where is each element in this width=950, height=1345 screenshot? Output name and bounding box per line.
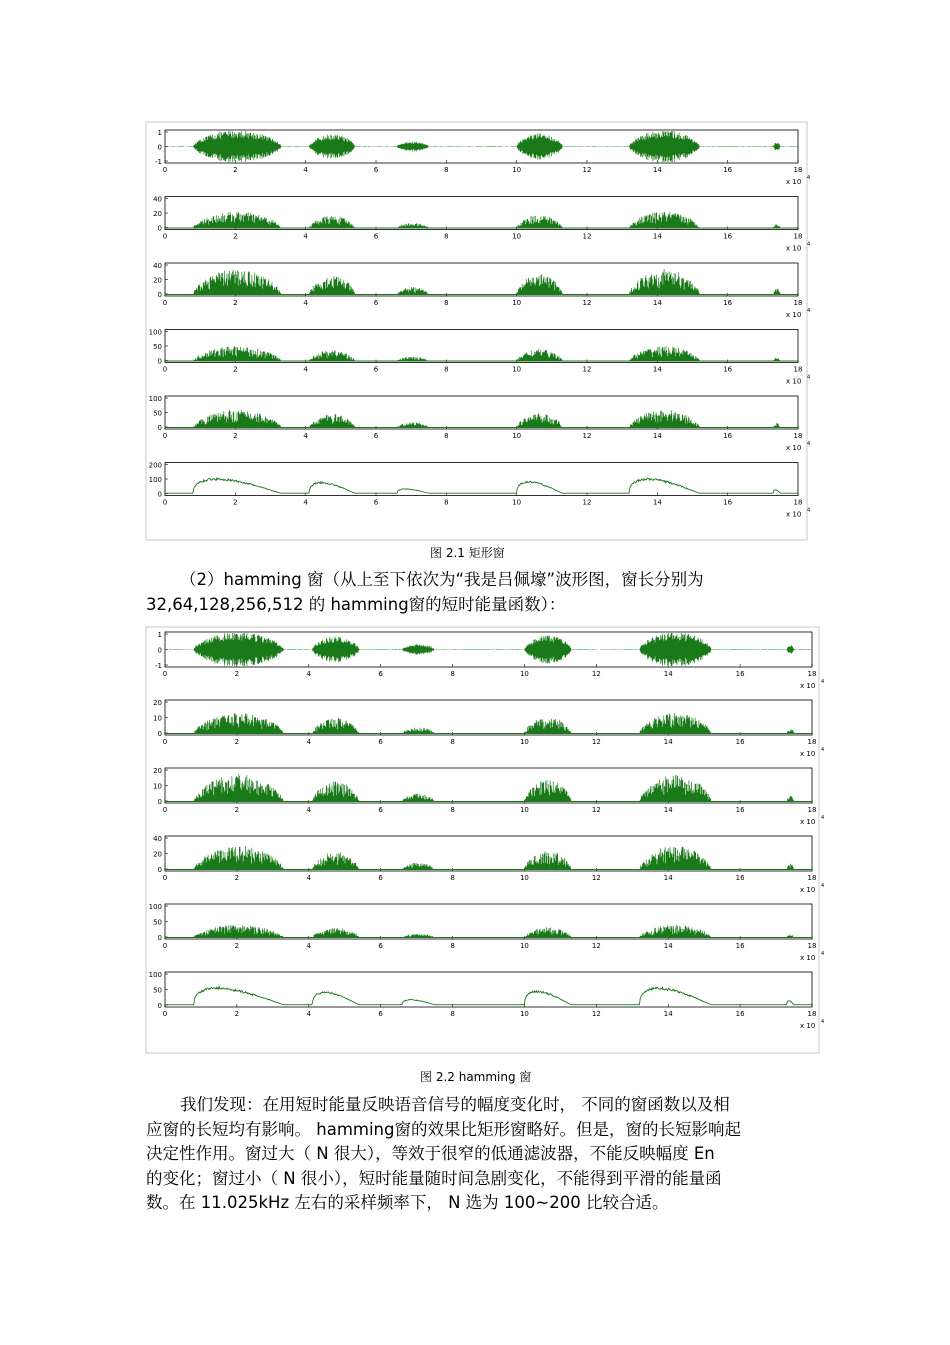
x-exponent-label: 4 — [807, 241, 811, 248]
x-tick-label: 18 — [793, 166, 803, 174]
x-exponent-label: 4 — [821, 815, 825, 821]
x-tick-label: 12 — [582, 498, 592, 507]
x-tick-label: 18 — [807, 738, 817, 746]
x-tick-label: 2 — [233, 299, 238, 307]
y-tick-label: 100 — [148, 971, 162, 979]
x-multiplier-label: x 10 — [800, 682, 816, 690]
x-tick-label: 12 — [591, 1010, 601, 1018]
y-tick-label: 20 — [153, 699, 162, 707]
x-tick-label: 16 — [723, 432, 733, 440]
x-tick-label: 8 — [444, 299, 449, 307]
y-tick-label: 0 — [157, 730, 162, 738]
x-tick-label: 2 — [234, 874, 240, 882]
x-tick-label: 18 — [807, 1010, 817, 1018]
x-tick-label: 8 — [444, 232, 449, 241]
y-tick-label: 0 — [157, 357, 162, 366]
x-tick-label: 14 — [663, 806, 673, 814]
x-tick-label: 14 — [652, 299, 662, 307]
x-tick-label: 18 — [793, 365, 803, 374]
x-tick-label: 10 — [512, 365, 522, 374]
x-exponent-label: 4 — [807, 507, 811, 514]
x-tick-label: 0 — [162, 432, 168, 440]
x-exponent-label: 4 — [807, 175, 811, 181]
y-tick-label: 20 — [153, 767, 162, 775]
intro-line-1: （2）hamming 窗（从上至下依次为“我是吕佩壕”波形图，窗长分别为 — [180, 570, 704, 589]
x-tick-label: 16 — [723, 232, 733, 241]
x-tick-label: 10 — [512, 299, 522, 307]
x-tick-label: 14 — [663, 1010, 673, 1018]
y-tick-label: 0 — [157, 646, 162, 655]
x-tick-label: 14 — [652, 432, 662, 440]
conclusion-line-3: 决定性作用。窗过大（ N 很大），等效于很窄的低通滤波器，不能反映幅度 En — [146, 1144, 715, 1163]
x-multiplier-label: x 10 — [800, 886, 816, 894]
y-tick-label: 1 — [157, 631, 162, 639]
x-tick-label: 14 — [652, 166, 662, 174]
x-tick-label: 16 — [735, 738, 745, 746]
x-multiplier-label: x 10 — [800, 750, 816, 758]
x-exponent-label: 4 — [821, 747, 825, 753]
y-tick-label: 200 — [148, 461, 162, 470]
x-tick-label: 0 — [162, 738, 168, 746]
x-tick-label: 12 — [582, 432, 592, 440]
x-tick-label: 10 — [519, 942, 529, 950]
x-tick-label: 18 — [793, 299, 803, 307]
x-tick-label: 12 — [582, 232, 592, 241]
y-tick-label: 40 — [153, 262, 162, 270]
plot-panel — [149, 903, 825, 962]
x-tick-label: 0 — [162, 670, 168, 678]
x-tick-label: 4 — [303, 498, 308, 507]
x-tick-label: 14 — [652, 365, 662, 374]
x-tick-label: 6 — [378, 1010, 383, 1018]
x-tick-label: 10 — [519, 874, 529, 882]
x-tick-label: 14 — [663, 942, 673, 950]
y-tick-label: 0 — [157, 291, 162, 299]
x-tick-label: 18 — [807, 670, 817, 678]
x-tick-label: 2 — [233, 432, 238, 440]
x-tick-label: 14 — [652, 498, 662, 507]
x-tick-label: 2 — [234, 942, 240, 950]
x-tick-label: 16 — [735, 806, 745, 814]
x-tick-label: 0 — [162, 498, 168, 507]
x-exponent-label: 4 — [807, 308, 811, 314]
x-tick-label: 8 — [450, 806, 455, 814]
x-tick-label: 4 — [306, 806, 312, 814]
y-tick-label: 0 — [157, 934, 162, 942]
x-tick-label: 8 — [450, 874, 455, 882]
x-tick-label: 8 — [450, 670, 455, 678]
x-tick-label: 16 — [735, 874, 745, 882]
x-tick-label: 18 — [793, 232, 803, 241]
plot-panel — [153, 835, 824, 894]
x-exponent-label: 4 — [807, 441, 811, 447]
y-tick-label: 0 — [157, 224, 162, 233]
x-tick-label: 8 — [444, 365, 449, 374]
x-multiplier-label: x 10 — [786, 444, 802, 452]
x-tick-label: 10 — [512, 166, 522, 174]
x-tick-label: 0 — [162, 299, 168, 307]
x-tick-label: 0 — [162, 166, 168, 174]
x-tick-label: 18 — [807, 874, 817, 882]
x-tick-label: 14 — [663, 670, 673, 678]
x-multiplier-label: x 10 — [786, 244, 802, 253]
y-tick-label: 100 — [148, 476, 162, 484]
x-tick-label: 6 — [373, 498, 379, 507]
x-multiplier-label: x 10 — [800, 1022, 816, 1030]
x-exponent-label: 4 — [821, 1019, 825, 1025]
plot-panel — [149, 971, 825, 1030]
y-tick-label: 0 — [157, 490, 162, 499]
x-tick-label: 10 — [519, 738, 529, 746]
x-tick-label: 0 — [162, 365, 168, 374]
x-multiplier-label: x 10 — [800, 954, 816, 962]
x-tick-label: 14 — [663, 738, 673, 746]
y-tick-label: 50 — [153, 343, 162, 351]
x-tick-label: 2 — [234, 670, 240, 678]
x-tick-label: 16 — [735, 942, 745, 950]
x-tick-label: 4 — [303, 299, 308, 307]
conclusion-line-2: 应窗的长短均有影响。 hamming窗的效果比矩形窗略好。但是，窗的长短影响起 — [146, 1119, 741, 1139]
x-tick-label: 4 — [306, 874, 312, 882]
x-tick-label: 0 — [162, 942, 168, 950]
x-tick-label: 2 — [234, 1010, 240, 1018]
y-tick-label: -1 — [155, 662, 162, 670]
x-tick-label: 12 — [582, 299, 592, 307]
x-tick-label: 4 — [306, 1010, 312, 1018]
x-tick-label: 6 — [378, 806, 383, 814]
x-tick-label: 2 — [234, 806, 240, 814]
x-tick-label: 4 — [303, 166, 308, 174]
x-tick-label: 2 — [234, 738, 240, 746]
x-tick-label: 12 — [582, 166, 592, 174]
y-tick-label: -1 — [155, 158, 162, 166]
figure-2-caption: 图 2.2 hamming 窗 — [420, 1070, 532, 1084]
y-tick-label: 1 — [157, 129, 162, 137]
x-tick-label: 18 — [793, 432, 803, 440]
plot-panel — [153, 699, 824, 758]
x-tick-label: 6 — [378, 670, 383, 678]
x-tick-label: 16 — [723, 365, 733, 374]
x-tick-label: 18 — [807, 942, 817, 950]
figure-1-caption: 图 2.1 矩形窗 — [430, 546, 505, 560]
y-tick-label: 100 — [148, 395, 162, 403]
conclusion-line-4: 的变化；窗过小（ N 很小），短时能量随时间急剧变化，不能得到平滑的能量函 — [146, 1168, 722, 1188]
x-tick-label: 2 — [233, 498, 238, 507]
y-tick-label: 0 — [157, 1002, 162, 1010]
y-tick-label: 100 — [148, 328, 162, 337]
x-tick-label: 10 — [512, 498, 522, 507]
x-multiplier-label: x 10 — [786, 510, 802, 519]
conclusion-line-1: 我们发现：在用短时能量反映语音信号的幅度变化时， 不同的窗函数以及相 — [180, 1095, 730, 1114]
x-tick-label: 12 — [591, 806, 601, 814]
x-tick-label: 0 — [162, 874, 168, 882]
x-tick-label: 12 — [591, 670, 601, 678]
x-tick-label: 16 — [723, 299, 733, 307]
x-tick-label: 6 — [373, 299, 379, 307]
y-tick-label: 40 — [153, 195, 162, 204]
x-tick-label: 14 — [663, 874, 673, 882]
y-tick-label: 40 — [153, 835, 162, 843]
intro-line-2: 32,64,128,256,512 的 hamming窗的短时能量函数）： — [146, 594, 566, 614]
x-tick-label: 8 — [444, 166, 449, 174]
conclusion-line-5: 数。在 11.025kHz 左右的采样频率下， N 选为 100~200 比较合适。 — [146, 1193, 669, 1212]
x-exponent-label: 4 — [821, 951, 825, 957]
x-exponent-label: 4 — [821, 883, 825, 889]
x-tick-label: 12 — [591, 874, 601, 882]
x-tick-label: 10 — [519, 806, 529, 814]
x-multiplier-label: x 10 — [800, 818, 816, 826]
x-tick-label: 10 — [512, 432, 522, 440]
x-tick-label: 6 — [373, 365, 379, 374]
x-tick-label: 4 — [306, 670, 312, 678]
y-tick-label: 0 — [157, 424, 162, 432]
x-tick-label: 6 — [378, 942, 383, 950]
x-multiplier-label: x 10 — [786, 178, 802, 186]
x-tick-label: 16 — [723, 166, 733, 174]
y-tick-label: 50 — [153, 986, 162, 995]
y-tick-label: 10 — [153, 782, 162, 791]
x-tick-label: 16 — [735, 1010, 745, 1018]
x-tick-label: 10 — [512, 232, 522, 241]
x-tick-label: 4 — [303, 232, 308, 241]
x-tick-label: 4 — [306, 942, 312, 950]
y-tick-label: 0 — [157, 798, 162, 806]
conclusion-paragraph — [146, 1093, 806, 1216]
x-tick-label: 2 — [233, 166, 238, 174]
x-tick-label: 8 — [444, 498, 449, 507]
x-tick-label: 0 — [162, 232, 168, 241]
x-tick-label: 12 — [591, 942, 601, 950]
x-multiplier-label: x 10 — [786, 311, 802, 319]
y-tick-label: 0 — [157, 866, 162, 874]
axes-box — [165, 972, 812, 1007]
x-exponent-label: 4 — [807, 374, 811, 381]
x-tick-label: 8 — [450, 942, 455, 950]
x-tick-label: 16 — [723, 498, 733, 507]
x-tick-label: 12 — [591, 738, 601, 746]
x-tick-label: 6 — [373, 232, 379, 241]
y-tick-label: 100 — [148, 903, 162, 911]
x-tick-label: 4 — [303, 365, 308, 374]
x-tick-label: 6 — [373, 166, 379, 174]
y-tick-label: 0 — [157, 143, 162, 152]
x-tick-label: 18 — [807, 806, 817, 814]
x-tick-label: 16 — [735, 670, 745, 678]
x-tick-label: 4 — [306, 738, 312, 746]
plot-panel — [153, 767, 824, 826]
x-tick-label: 6 — [373, 432, 379, 440]
plot-panel — [155, 631, 824, 690]
x-tick-label: 6 — [378, 738, 383, 746]
x-tick-label: 4 — [303, 432, 308, 440]
x-tick-label: 10 — [519, 1010, 529, 1018]
x-tick-label: 0 — [162, 1010, 168, 1018]
x-tick-label: 8 — [450, 1010, 455, 1018]
x-tick-label: 6 — [378, 874, 383, 882]
x-tick-label: 2 — [233, 232, 238, 241]
x-tick-label: 14 — [652, 232, 662, 241]
y-tick-label: 20 — [153, 210, 162, 218]
x-tick-label: 8 — [450, 738, 455, 746]
x-tick-label: 8 — [444, 432, 449, 440]
x-tick-label: 12 — [582, 365, 592, 374]
y-tick-label: 20 — [153, 276, 162, 285]
y-tick-label: 50 — [153, 918, 162, 927]
y-tick-label: 10 — [153, 714, 162, 723]
x-tick-label: 2 — [233, 365, 238, 374]
x-exponent-label: 4 — [821, 679, 825, 685]
y-tick-label: 50 — [153, 409, 162, 418]
x-multiplier-label: x 10 — [786, 377, 802, 386]
y-tick-label: 20 — [153, 850, 162, 859]
x-tick-label: 0 — [162, 806, 168, 814]
x-tick-label: 10 — [519, 670, 529, 678]
x-tick-label: 18 — [793, 498, 803, 507]
